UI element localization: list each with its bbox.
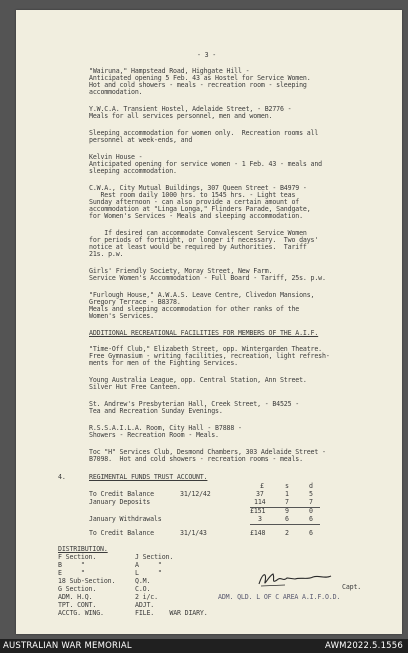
section-number: 4. xyxy=(58,473,66,481)
text-line: Toc "H" Services Club, Desmond Chambers, 303 Adelaide Street - xyxy=(89,448,326,456)
distribution-item: L " xyxy=(135,569,162,577)
text-line: Sunday afternoon - can also provide a certain amount of xyxy=(89,198,300,206)
text-line: Kelvin House - xyxy=(89,153,143,161)
signature-unit: ADM. QLD. L OF C AREA A.I.F.O.D. xyxy=(218,593,341,601)
text-line: Sleeping accommodation for women only. Recreation rooms all xyxy=(89,129,319,137)
distribution-item: ACCTG. WING. xyxy=(58,609,104,617)
text-line: personnel at week-ends, and xyxy=(89,136,193,144)
page-number: - 3 - xyxy=(197,51,217,59)
funds-row-label: To Credit Balance xyxy=(89,490,154,498)
text-line: R.S.S.A.I.L.A. Room, City Hall - B7888 - xyxy=(89,424,242,432)
funds-row-pounds: 37 xyxy=(256,490,264,498)
distribution-item: 18 Sub-Section. xyxy=(58,577,116,585)
funds-row-shillings: 1 xyxy=(285,490,289,498)
distribution-item: E " xyxy=(58,569,85,577)
text-line: St. Andrew's Presbyterian Hall, Creek Street, - B4525 - xyxy=(89,400,300,408)
funds-row-pounds: 3 xyxy=(258,515,262,523)
text-line: accommodation at "Linga Longa," Flinders Parade, Sandgate, xyxy=(89,205,311,213)
distribution-item: TPT. CONT. xyxy=(58,601,97,609)
distribution-heading: DISTRIBUTION. xyxy=(58,545,108,553)
text-line: Rest room daily 1000 hrs. to 1545 hrs. - Light teas xyxy=(89,191,296,199)
text-line: Meals and sleeping accommodation for other ranks of the xyxy=(89,305,300,313)
funds-row-shillings: 7 xyxy=(285,498,289,506)
text-line: Y.W.C.A. Transient Hostel, Adelaide Street, - B2776 - xyxy=(89,105,292,113)
archive-footer-bar xyxy=(0,639,408,653)
text-line: B7098. Hot and cold showers - recreation rooms - meals. xyxy=(89,455,303,463)
distribution-item: J Section. xyxy=(135,553,174,561)
funds-row-pence: 6 xyxy=(309,529,313,537)
distribution-item: C.O. xyxy=(135,585,151,593)
funds-row-date: 31/1/43 xyxy=(180,529,207,537)
handwritten-signature xyxy=(255,568,335,590)
distribution-item: A " xyxy=(135,561,162,569)
column-pence: d xyxy=(309,482,313,490)
funds-heading: REGIMENTAL FUNDS TRUST ACCOUNT. xyxy=(89,473,208,481)
distribution-item: Q.M. xyxy=(135,577,151,585)
signature-rank: Capt. xyxy=(342,583,362,591)
text-line: Hot and cold showers - meals - recreation room - sleeping xyxy=(89,81,307,89)
funds-row-label: January Withdrawals xyxy=(89,515,162,523)
text-line: C.W.A., City Mutual Buildings, 307 Queen Street - B4979 - xyxy=(89,184,307,192)
text-line: "Furlough House," A.W.A.S. Leave Centre, Clivedon Mansions, xyxy=(89,291,315,299)
distribution-item: 2 i/c. xyxy=(135,593,158,601)
text-line: Anticipated opening for service women - 1 Feb. 43 - meals and xyxy=(89,160,323,168)
funds-row-pence: 6 xyxy=(309,515,313,523)
text-line: Free Gymnasium - writing facilities, recreation, light refresh- xyxy=(89,352,330,360)
text-line: Tea and Recreation Sunday Evenings. xyxy=(89,407,223,415)
distribution-item: FILE. WAR DIARY. xyxy=(135,609,208,617)
distribution-item: ADJT. xyxy=(135,601,155,609)
distribution-item: ADM. H.Q. xyxy=(58,593,93,601)
funds-row-pounds: £148 xyxy=(250,529,266,537)
text-line: notice at least would be required by Authorities. Tariff xyxy=(89,243,307,251)
archive-name: AUSTRALIAN WAR MEMORIAL xyxy=(3,641,132,651)
text-line: Women's Services. xyxy=(89,312,154,320)
text-line: sleeping accommodation. xyxy=(89,167,177,175)
column-pounds: £ xyxy=(260,482,264,490)
document-page xyxy=(16,10,402,634)
distribution-item: B " xyxy=(58,561,85,569)
text-line: "Time-Off Club," Elizabeth Street, opp. Wintergarden Theatre. xyxy=(89,345,323,353)
funds-row-label: January Deposits xyxy=(89,498,151,506)
text-line: Girls' Friendly Society, Moray Street, New Farm. xyxy=(89,267,273,275)
funds-row-label: To Credit Balance xyxy=(89,529,154,537)
text-line: Showers - Recreation Room - Meals. xyxy=(89,431,219,439)
text-line: ments for men of the Fighting Services. xyxy=(89,359,238,367)
funds-row-pounds: £151 xyxy=(250,507,266,515)
text-line: Service Women's Accommodation - Full Board - Tariff, 25s. p.w. xyxy=(89,274,326,282)
text-line: If desired can accommodate Convalescent Service Women xyxy=(89,229,307,237)
distribution-item: G Section. xyxy=(58,585,97,593)
text-line: Silver Hut Free Canteen. xyxy=(89,383,181,391)
funds-row-shillings: 2 xyxy=(285,529,289,537)
archive-reference: AWM2022.5.1556 xyxy=(325,641,403,651)
text-line: for Women's Services - Meals and sleeping accommodation. xyxy=(89,212,303,220)
funds-row-shillings: 9 xyxy=(285,507,289,515)
funds-row-shillings: 6 xyxy=(285,515,289,523)
funds-row-pence: 0 xyxy=(309,507,313,515)
column-shillings: s xyxy=(285,482,289,490)
funds-row-pence: 7 xyxy=(309,498,313,506)
funds-row-pounds: 114 xyxy=(254,498,266,506)
funds-row-pence: 5 xyxy=(309,490,313,498)
text-line: Gregory Terrace - B8378. xyxy=(89,298,181,306)
distribution-item: F Section. xyxy=(58,553,97,561)
text-line: Anticipated opening 5 Feb. 43 as Hostel for Service Women. xyxy=(89,74,311,82)
sum-rule xyxy=(250,524,320,525)
text-line: accommodation. xyxy=(89,88,143,96)
text-line: 21s. p.w. xyxy=(89,250,124,258)
text-line: Meals for all services personnel, men and women. xyxy=(89,112,273,120)
text-line: Young Australia League, opp. Central Station, Ann Street. xyxy=(89,376,307,384)
section-heading: ADDITIONAL RECREATIONAL FACILITIES FOR MEMBERS OF THE A.I.F. xyxy=(89,329,319,337)
funds-row-date: 31/12/42 xyxy=(180,490,211,498)
text-line: "Wairuna," Hampstead Road, Highgate Hill - xyxy=(89,67,250,75)
text-line: for periods of fortnight, or longer if necessary. Two days' xyxy=(89,236,319,244)
